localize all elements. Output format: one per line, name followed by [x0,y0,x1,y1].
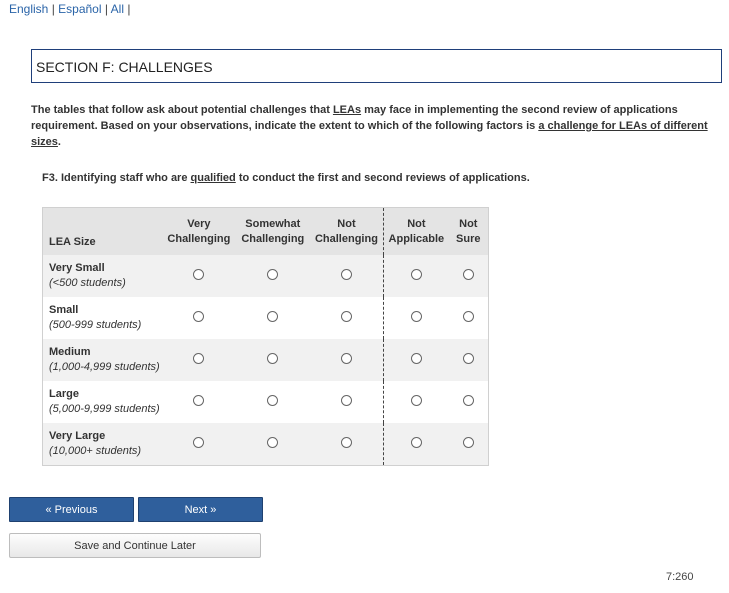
row-detail: (1,000-4,999 students) [49,361,160,373]
radio-cell [162,297,236,339]
column-header-not-sure [449,208,489,256]
question-qualified-term: qualified [190,172,236,184]
radio-cell [310,423,384,466]
radio-cell [449,339,489,381]
column-header-line: Very [187,217,211,230]
radio-cell [310,297,384,339]
table-row-small [43,297,489,339]
table-row-medium [43,339,489,381]
row-detail: (5,000-9,999 students) [49,403,160,415]
save-and-continue-later-button[interactable]: Save and Continue Later [9,533,261,558]
column-header-line: Challenging [167,232,231,245]
language-separator: | [48,2,59,16]
row-label [43,381,162,423]
row-name: Large [49,388,79,400]
radio-cell [384,423,449,466]
column-header-line: Challenging [314,232,378,245]
radio-cell [449,423,489,466]
column-header-line: Not [337,217,356,230]
radio-very-large-not-challenging[interactable] [341,437,352,448]
radio-large-somewhat-challenging[interactable] [267,395,278,406]
section-title: SECTION F: CHALLENGES [31,49,722,83]
row-detail: (500-999 students) [49,319,142,331]
radio-small-not-sure[interactable] [463,311,474,322]
row-label [43,255,162,297]
radio-very-large-very-challenging[interactable] [193,437,204,448]
radio-medium-not-sure[interactable] [463,353,474,364]
radio-cell [236,339,310,381]
radio-very-small-not-applicable[interactable] [411,269,422,280]
column-header-line: Not [407,217,426,230]
intro-text [31,102,721,150]
radio-very-small-somewhat-challenging[interactable] [267,269,278,280]
radio-very-small-not-challenging[interactable] [341,269,352,280]
radio-cell [384,297,449,339]
radio-small-very-challenging[interactable] [193,311,204,322]
radio-cell [310,255,384,297]
column-header-somewhat-challenging [236,208,310,256]
radio-cell [449,255,489,297]
language-link-all[interactable]: All [110,2,124,16]
radio-very-large-not-applicable[interactable] [411,437,422,448]
radio-cell [162,423,236,466]
radio-medium-not-applicable[interactable] [411,353,422,364]
row-label [43,297,162,339]
intro-challenge-phrase: a challenge for LEAs of different sizes [31,120,708,148]
radio-cell [384,381,449,423]
column-header-line: Somewhat [245,217,301,230]
rating-table [42,207,489,466]
radio-large-not-sure[interactable] [463,395,474,406]
radio-cell [236,255,310,297]
question-part: F3. Identifying staff who are [42,172,191,184]
intro-part: may face in implementing the second review of applications requirement. Based on your observations, indicate the extent to which of the following factors is [31,104,678,132]
radio-cell [449,297,489,339]
column-header-very-challenging [162,208,236,256]
radio-very-large-not-sure[interactable] [463,437,474,448]
radio-medium-not-challenging[interactable] [341,353,352,364]
radio-very-large-somewhat-challenging[interactable] [267,437,278,448]
previous-button[interactable]: « Previous [9,497,134,522]
table-header-row [43,208,489,256]
page-code: 7:260 [666,571,694,583]
column-header-not-challenging [310,208,384,256]
radio-large-not-applicable[interactable] [411,395,422,406]
row-detail: (<500 students) [49,277,126,289]
language-separator: | [124,2,131,16]
radio-cell [162,255,236,297]
table-row-very-large [43,423,489,466]
row-detail: (10,000+ students) [49,445,142,457]
language-link-english[interactable]: English [9,2,49,16]
language-separator: | [101,2,111,16]
column-header-not-applicable [384,208,449,256]
row-name: Small [49,304,79,316]
row-name: Medium [49,346,91,358]
column-header-line: Applicable [388,232,445,245]
radio-very-small-very-challenging[interactable] [193,269,204,280]
radio-cell [236,423,310,466]
row-label [43,339,162,381]
intro-part: . [57,136,61,148]
radio-small-somewhat-challenging[interactable] [267,311,278,322]
row-label [43,423,162,466]
radio-cell [236,297,310,339]
radio-cell [310,381,384,423]
radio-very-small-not-sure[interactable] [463,269,474,280]
column-header-lea-size: LEA Size [43,208,162,256]
column-header-line: Sure [456,232,481,245]
radio-cell [449,381,489,423]
language-bar [9,2,130,16]
radio-large-very-challenging[interactable] [193,395,204,406]
intro-leas-term: LEAs [332,104,362,116]
radio-cell [162,339,236,381]
column-header-line: Challenging [241,232,305,245]
question-text [42,172,530,184]
radio-medium-somewhat-challenging[interactable] [267,353,278,364]
radio-small-not-challenging[interactable] [341,311,352,322]
radio-cell [236,381,310,423]
radio-cell [162,381,236,423]
radio-medium-very-challenging[interactable] [193,353,204,364]
radio-cell [384,255,449,297]
row-name: Very Small [49,262,105,274]
radio-cell [310,339,384,381]
language-link-espanol[interactable]: Español [58,2,102,16]
column-header-line: Not [459,217,478,230]
next-button[interactable]: Next » [138,497,263,522]
intro-part: The tables that follow ask about potential challenges that [31,104,333,116]
question-part: to conduct the first and second reviews of applications. [235,172,530,184]
radio-large-not-challenging[interactable] [341,395,352,406]
radio-cell [384,339,449,381]
radio-small-not-applicable[interactable] [411,311,422,322]
row-name: Very Large [49,430,106,442]
table-row-large [43,381,489,423]
table-row-very-small [43,255,489,297]
